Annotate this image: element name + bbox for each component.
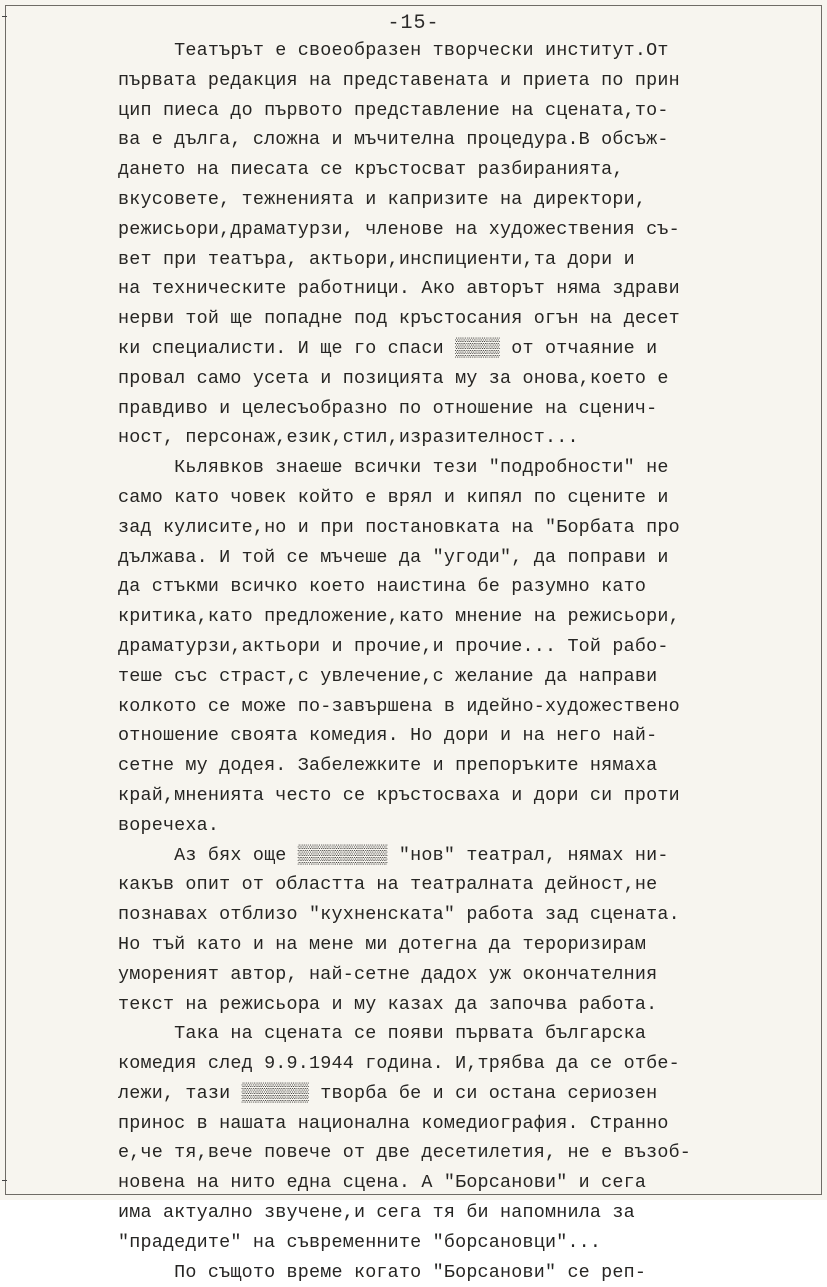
text-line: теше със страст,с увлечение,с желание да направи bbox=[118, 665, 658, 687]
text-line: зад кулисите,но и при постановката на "Борбата про bbox=[118, 516, 680, 538]
text-line: на техническите работници. Ако авторът няма здрави bbox=[118, 278, 680, 300]
text-line: текст на режисьора и му казах да започва работа. bbox=[118, 993, 658, 1015]
text-line: драматурзи,актьори и прочие,и прочие... Той рабо- bbox=[118, 635, 669, 657]
text-line: отношение своята комедия. Но дори и на него най- bbox=[118, 725, 658, 747]
typed-body-text bbox=[118, 36, 818, 1287]
text-line: Така на сцената се появи първата българска bbox=[118, 1023, 647, 1045]
text-line: умореният автор, най-сетне дадох уж окончателния bbox=[118, 963, 658, 985]
text-line: Театърът е своеобразен творчески институт.От bbox=[118, 40, 669, 61]
text-line: критика,като предложение,като мнение на режисьори, bbox=[118, 606, 680, 628]
text-line: вкусовете, тежненията и капризите на директори, bbox=[118, 188, 647, 210]
text-line: режисьори,драматурзи, членове на художествения съ- bbox=[118, 218, 680, 240]
text-line: нерви той ще попадне под кръстосания огън на десет bbox=[118, 308, 680, 330]
text-line: ва е дълга, сложна и мъчителна процедура.В обсъж- bbox=[118, 129, 669, 151]
text-line: какъв опит от областта на театралната дейност,не bbox=[118, 874, 658, 896]
text-line: Кьлявков знаеше всички тези "подробности" не bbox=[118, 457, 669, 479]
text-line: сетне му додея. Забележките и препоръките нямаха bbox=[118, 755, 658, 777]
text-line: да стъкми всичко което наистина бе разумно като bbox=[118, 576, 647, 598]
text-line: цип пиеса до първото представление на сцената,то- bbox=[118, 99, 669, 121]
text-line: новена на нито една сцена. А "Борсанови" и сега bbox=[118, 1172, 647, 1194]
page-number: -15- bbox=[387, 12, 440, 35]
text-line: ност, персонаж,език,стил,изразителност... bbox=[118, 427, 579, 449]
text-line: воречеха. bbox=[118, 814, 220, 836]
text-line: дането на пиесата се кръстосват разбиранията, bbox=[118, 159, 624, 181]
text-line: първата редакция на представената и приета по прин bbox=[118, 69, 680, 91]
text-line: има актуално звучене,и сега тя би напомнила за bbox=[118, 1202, 635, 1224]
text-line: познавах отблизо "кухненската" работа зад сцената. bbox=[118, 904, 680, 926]
text-line: ки специалисти. И ще го спаси ▒▒▒▒ от отчаяние и bbox=[118, 337, 658, 359]
text-line: вет при театъра, актьори,инспициенти,та дори и bbox=[118, 248, 635, 270]
text-line: По същото време когато "Борсанови" се реп- bbox=[118, 1261, 647, 1283]
text-line: лежи, тази ▒▒▒▒▒▒ творба бе и си остана сериозен bbox=[118, 1082, 658, 1104]
text-line: само като човек който е врял и кипял по сцените и bbox=[118, 486, 669, 508]
text-line: край,мненията често се кръстосваха и дори си проти bbox=[118, 784, 680, 806]
text-line: колкото се може по-завършена в идейно-художествено bbox=[118, 695, 680, 717]
text-line: принос в нашата национална комедиография. Странно bbox=[118, 1112, 669, 1134]
text-line: провал само усета и позицията му за онова,което е bbox=[118, 367, 669, 389]
text-line: комедия след 9.9.1944 година. И,трябва да се отбе- bbox=[118, 1053, 680, 1075]
text-line: дължава. И той се мъчеше да "угоди", да поправи и bbox=[118, 546, 669, 568]
text-line: "прадедите" на съвременните "борсановци"... bbox=[118, 1231, 602, 1253]
text-line: Но тъй като и на мене ми дотегна да тероризирам bbox=[118, 933, 647, 955]
text-line: е,че тя,вече повече от две десетилетия, не е възоб- bbox=[118, 1142, 692, 1164]
margin-mark bbox=[2, 1180, 7, 1181]
text-line: Аз бях още ▒▒▒▒▒▒▒▒ "нов" театрал, нямах ни- bbox=[118, 844, 669, 866]
text-line: правдиво и целесъобразно по отношение на сценич- bbox=[118, 397, 658, 419]
